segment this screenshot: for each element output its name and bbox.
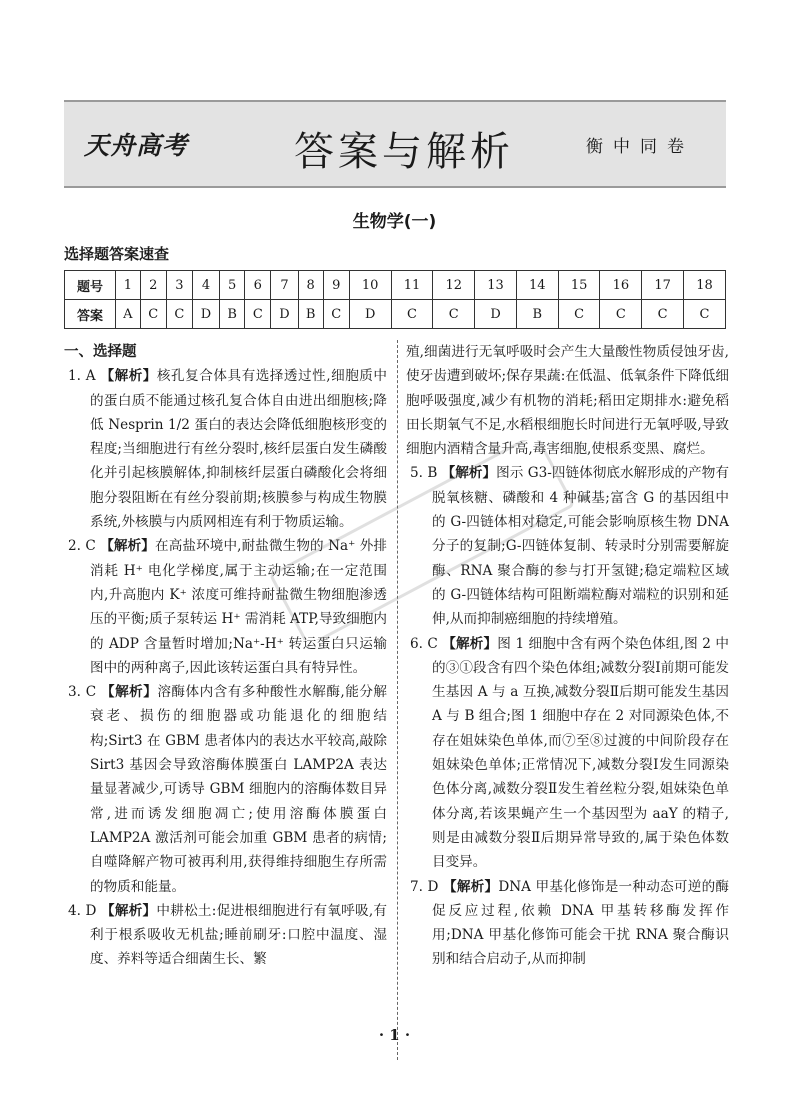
explanation-tag: 【解析】 (100, 368, 157, 385)
table-row-answers (65, 300, 726, 329)
item-number: 1. A (68, 368, 101, 385)
answer-cell: C (323, 300, 349, 329)
question-number-cell: 6 (245, 271, 271, 300)
page-number: · 1 · (378, 1026, 411, 1044)
page-title: 答案与解析 (294, 129, 514, 175)
section-heading: 一、选择题 (64, 344, 137, 360)
answer-cell: C (600, 300, 642, 329)
answer-cell: C (558, 300, 600, 329)
column-divider (397, 340, 398, 1060)
answer-cell: A (116, 300, 141, 329)
question-number-cell: 17 (642, 271, 684, 300)
explanation-text: 在高盐环境中,耐盐微生物的 Na⁺ 外排消耗 H⁺ 电化学梯度,属于主动运输;在一定范围内,升高胞内 K⁺ 浓度可维持耐盐微生物细胞渗透压的平衡;质子泵转运 H⁺ 需消耗 ATP,导致细胞内的 ADP 含量暂时增加;Na⁺-H⁺ 转运蛋白只运输图中的两种离子,因此该转运蛋白具有特异性。 (90, 538, 388, 676)
header-band (64, 100, 726, 188)
brand-logo: 天舟高考 (84, 131, 189, 160)
question-number-cell: 9 (323, 271, 349, 300)
answer-cell: C (684, 300, 726, 329)
explanation-tag: 【解析】 (443, 878, 499, 895)
explanation-item (64, 364, 387, 534)
question-number-cell: 14 (516, 271, 558, 300)
question-number-cell: 15 (558, 271, 600, 300)
answer-cell: C (245, 300, 271, 329)
explanation-tag: 【解析】 (101, 902, 157, 919)
question-number-cell: 4 (192, 271, 219, 300)
explanation-text: 核孔复合体具有选择透过性,细胞质中的蛋白质不能通过核孔复合体自由进出细胞核;降低 Nesprin 1/2 蛋白的表达会降低细胞核形变的程度;当细胞进行有丝分裂时,核纤层蛋白发生磷酸化并引起核膜解体,抑制核纤层蛋白磷酸化会将细胞分裂阻断在有丝分裂前期;核膜参与构成生物膜系统,外核膜与内质网相连有利于物质运输。 (90, 368, 388, 531)
table-row-numbers (65, 271, 726, 300)
item-number: 3. C (68, 684, 101, 701)
continued-text: 殖,细菌进行无氧呼吸时会产生大量酸性物质侵蚀牙齿,使牙齿遭到破坏;保存果蔬:在低温、低氧条件下降低细胞呼吸强度,减少有机物的消耗;稻田定期排水:避免稻田长期氧气不足,水稻根细胞长时间进行无氧呼吸,导致细胞内酒精含量升高,毒害细胞,使根系变黑、腐烂。 (406, 344, 729, 458)
explanation-item (64, 899, 387, 972)
explanation-text: 图 1 细胞中含有两个染色体组,图 2 中的③①段含有四个染色体组;减数分裂Ⅰ前期可能发生基因 A 与 a 互换,减数分裂Ⅱ后期可能发生基因 A 与 B 组合;图 1 细胞中存在 2 对同源染色体,不存在姐妹染色单体,而⑦至⑧过渡的中间阶段存在姐妹染色单体;正常情况下,减数分裂Ⅰ发生同源染色体分离,减数分裂Ⅱ发生着丝粒分裂,姐妹染色单体分离,若该果蝇产生一个基因型为 aaY 的精子,则是由减数分裂Ⅱ后期异常导致的,属于染色体数目变异。 (432, 635, 730, 871)
quick-answer-title: 选择题答案速查 (64, 245, 170, 263)
explanation-tag: 【解析】 (441, 465, 497, 482)
explanation-tag: 【解析】 (442, 635, 498, 652)
item-number: 6. C (410, 635, 443, 652)
left-column (64, 340, 387, 972)
question-number-cell: 7 (271, 271, 298, 300)
item-number: 5. B (410, 465, 442, 482)
explanation-item (64, 534, 387, 680)
question-number-cell: 5 (220, 271, 245, 300)
answer-cell: D (475, 300, 517, 329)
explanation-item (406, 461, 729, 631)
answer-cell: D (192, 300, 219, 329)
answer-cell: C (166, 300, 192, 329)
question-number-cell: 2 (140, 271, 166, 300)
answer-table (64, 270, 726, 329)
question-number-cell: 13 (475, 271, 517, 300)
question-number-cell: 12 (433, 271, 475, 300)
answer-cell: B (298, 300, 323, 329)
question-number-cell: 16 (600, 271, 642, 300)
series-name: 衡中同卷 (586, 137, 694, 157)
answer-cell: C (391, 300, 433, 329)
explanation-item (406, 875, 729, 972)
explanation-text: DNA 甲基化修饰是一种动态可逆的酶促反应过程,依赖 DNA 甲基转移酶发挥作用;DNA 甲基化修饰可能会干扰 RNA 聚合酶识别和结合启动子,从而抑制 (432, 878, 730, 968)
answer-cell: D (271, 300, 298, 329)
item-number: 2. C (68, 538, 101, 555)
answer-cell: B (220, 300, 245, 329)
row-label-number: 题号 (65, 271, 116, 300)
answer-cell: B (516, 300, 558, 329)
answer-cell: D (349, 300, 391, 329)
explanation-item (406, 632, 729, 875)
right-column (406, 340, 729, 972)
item-number: 4. D (68, 902, 102, 919)
explanation-text: 溶酶体内含有多种酸性水解酶,能分解衰老、损伤的细胞器或功能退化的细胞结构;Sirt3 在 GBM 患者体内的表达水平较高,敲除 Sirt3 基因会导致溶酶体膜蛋白 LAMP2A 表达量显著减少,可诱导 GBM 细胞内的溶酶体数目异常,进而诱发细胞凋亡;使用溶酶体膜蛋白 LAMP2A 激活剂可能会加重 GBM 患者的病情;自噬降解产物可被再利用,获得维持细胞生存所需的物质和能量。 (90, 684, 388, 895)
explanation-item (64, 680, 387, 899)
question-number-cell: 10 (349, 271, 391, 300)
question-number-cell: 18 (684, 271, 726, 300)
explanation-tag: 【解析】 (101, 684, 158, 701)
explanation-text: 图示 G3-四链体彻底水解形成的产物有脱氧核糖、磷酸和 4 种碱基;富含 G 的基因组中的 G-四链体相对稳定,可能会影响原核生物 DNA 分子的复制;G-四链体复制、转录时分别需要解旋酶、RNA 聚合酶的参与打开氢键;稳定端粒区域的 G-四链体结构可阻断端粒酶对端粒的识别和延伸,从而抑制癌细胞的持续增殖。 (432, 465, 729, 628)
question-number-cell: 11 (391, 271, 433, 300)
answer-cell: C (140, 300, 166, 329)
question-number-cell: 1 (116, 271, 141, 300)
explanation-tag: 【解析】 (100, 538, 155, 555)
row-label-answer: 答案 (65, 300, 116, 329)
answer-cell: C (433, 300, 475, 329)
explanation-text: 中耕松土:促进根细胞进行有氧呼吸,有利于根系吸收无机盐;睡前刷牙:口腔中温度、湿度、养料等适合细菌生长、繁 (90, 902, 388, 968)
answer-cell: C (642, 300, 684, 329)
item-number: 7. D (410, 878, 443, 895)
question-number-cell: 3 (166, 271, 192, 300)
question-number-cell: 8 (298, 271, 323, 300)
subject-title: 生物学(一) (352, 212, 437, 232)
